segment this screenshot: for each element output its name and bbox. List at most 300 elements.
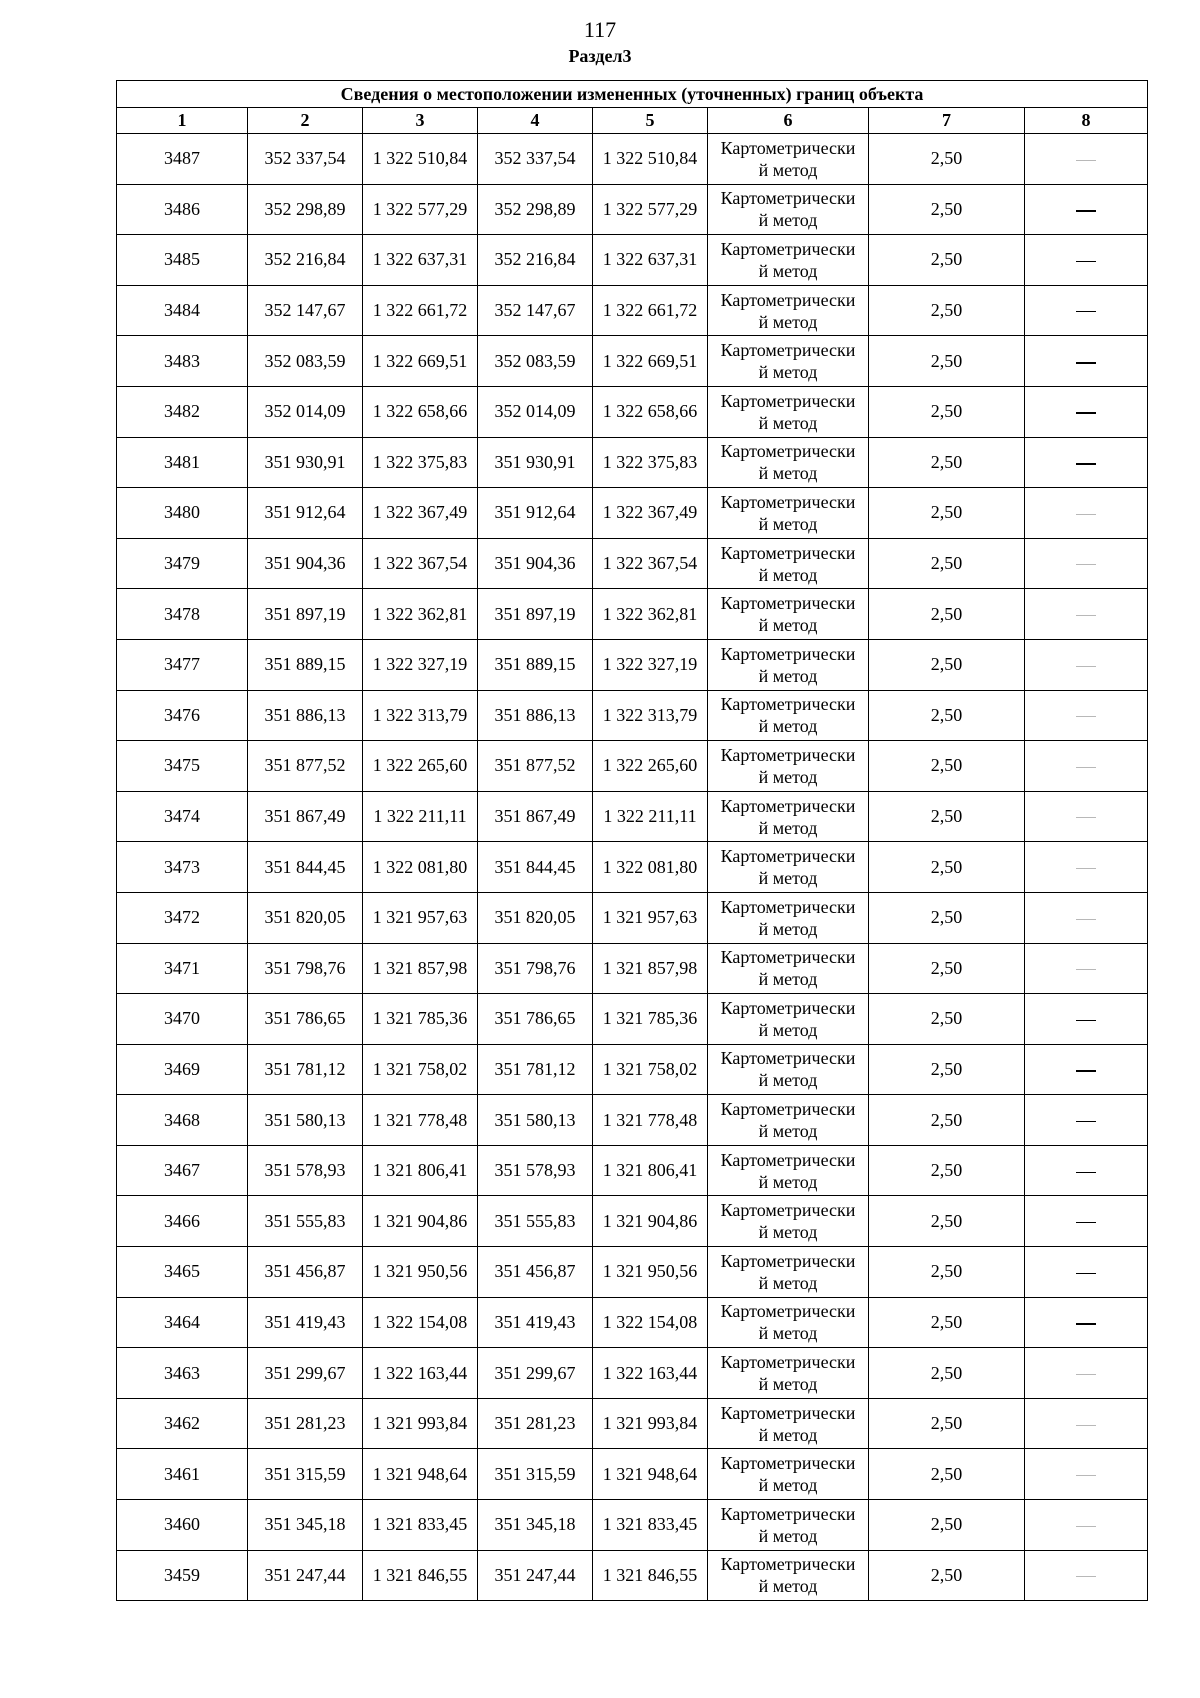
method-text-line: й метод <box>758 210 818 231</box>
accuracy-cell: 2,50 <box>869 842 1025 893</box>
method-text-line: й метод <box>758 1019 818 1040</box>
method-cell <box>708 1247 869 1298</box>
em-dash-mark <box>1076 210 1096 212</box>
method-text-line: й метод <box>758 868 818 889</box>
y-coordinate-cell: 1 322 637,31 <box>593 235 708 286</box>
y-coordinate-cell: 1 322 658,66 <box>593 386 708 437</box>
method-cell <box>708 285 869 336</box>
y-coordinate-cell: 1 321 857,98 <box>363 943 478 994</box>
accuracy-cell: 2,50 <box>869 943 1025 994</box>
method-text-line: й метод <box>758 1222 818 1243</box>
y-coordinate-cell: 1 322 367,49 <box>363 488 478 539</box>
point-number-cell: 3463 <box>117 1348 248 1399</box>
method-text-line: Картометрически <box>720 238 856 259</box>
method-text-line: й метод <box>758 362 818 383</box>
point-number-cell: 3477 <box>117 639 248 690</box>
y-coordinate-cell: 1 322 154,08 <box>593 1297 708 1348</box>
table-row <box>117 1297 1148 1348</box>
method-cell <box>708 1145 869 1196</box>
method-text-line: Картометрически <box>720 542 856 563</box>
y-coordinate-cell: 1 322 362,81 <box>593 589 708 640</box>
x-coordinate-cell: 351 580,13 <box>478 1095 593 1146</box>
accuracy-cell: 2,50 <box>869 1550 1025 1601</box>
accuracy-cell: 2,50 <box>869 538 1025 589</box>
description-cell <box>1025 741 1148 792</box>
method-text-line: Картометрически <box>720 593 856 614</box>
x-coordinate-cell: 351 877,52 <box>478 741 593 792</box>
y-coordinate-cell: 1 322 367,49 <box>593 488 708 539</box>
x-coordinate-cell: 351 580,13 <box>248 1095 363 1146</box>
em-dash-mark <box>1076 362 1096 364</box>
method-text-line: й метод <box>758 311 818 332</box>
method-text-line: й метод <box>758 463 818 484</box>
y-coordinate-cell: 1 322 510,84 <box>363 134 478 185</box>
point-number-cell: 3472 <box>117 892 248 943</box>
table-row <box>117 488 1148 539</box>
description-cell <box>1025 1449 1148 1500</box>
point-number-cell: 3481 <box>117 437 248 488</box>
accuracy-cell: 2,50 <box>869 1398 1025 1449</box>
method-text-line: Картометрически <box>720 491 856 512</box>
x-coordinate-cell: 351 912,64 <box>478 488 593 539</box>
x-coordinate-cell: 351 904,36 <box>478 538 593 589</box>
y-coordinate-cell: 1 322 327,19 <box>363 639 478 690</box>
em-dash-mark <box>1076 261 1096 262</box>
x-coordinate-cell: 351 299,67 <box>478 1348 593 1399</box>
point-number-cell: 3486 <box>117 184 248 235</box>
y-coordinate-cell: 1 322 669,51 <box>363 336 478 387</box>
table-row <box>117 1500 1148 1551</box>
point-number-cell: 3484 <box>117 285 248 336</box>
x-coordinate-cell: 351 456,87 <box>478 1247 593 1298</box>
point-number-cell: 3465 <box>117 1247 248 1298</box>
x-coordinate-cell: 351 578,93 <box>478 1145 593 1196</box>
method-text-line: й метод <box>758 1272 818 1293</box>
table-row <box>117 741 1148 792</box>
em-dash-mark <box>1076 311 1096 312</box>
x-coordinate-cell: 351 844,45 <box>478 842 593 893</box>
column-header: 3 <box>363 108 478 134</box>
method-text-line: й метод <box>758 615 818 636</box>
description-cell <box>1025 386 1148 437</box>
x-coordinate-cell: 351 844,45 <box>248 842 363 893</box>
y-coordinate-cell: 1 321 806,41 <box>593 1145 708 1196</box>
method-text-line: Картометрически <box>720 1099 856 1120</box>
x-coordinate-cell: 351 897,19 <box>248 589 363 640</box>
table-row <box>117 285 1148 336</box>
x-coordinate-cell: 351 886,13 <box>248 690 363 741</box>
x-coordinate-cell: 351 867,49 <box>478 791 593 842</box>
y-coordinate-cell: 1 321 948,64 <box>363 1449 478 1500</box>
point-number-cell: 3464 <box>117 1297 248 1348</box>
point-number-cell: 3460 <box>117 1500 248 1551</box>
accuracy-cell: 2,50 <box>869 437 1025 488</box>
point-number-cell: 3478 <box>117 589 248 640</box>
accuracy-cell: 2,50 <box>869 1095 1025 1146</box>
y-coordinate-cell: 1 322 163,44 <box>593 1348 708 1399</box>
table-row <box>117 1348 1148 1399</box>
description-cell <box>1025 1500 1148 1551</box>
em-dash-mark <box>1076 1374 1096 1375</box>
y-coordinate-cell: 1 322 367,54 <box>593 538 708 589</box>
method-cell <box>708 943 869 994</box>
accuracy-cell: 2,50 <box>869 690 1025 741</box>
table-caption: Сведения о местоположении измененных (уточненных) границ объекта <box>117 81 1148 108</box>
method-cell <box>708 892 869 943</box>
accuracy-cell: 2,50 <box>869 1449 1025 1500</box>
point-number-cell: 3459 <box>117 1550 248 1601</box>
method-cell <box>708 1550 869 1601</box>
table-row <box>117 336 1148 387</box>
method-text-line: Картометрически <box>720 744 856 765</box>
accuracy-cell: 2,50 <box>869 386 1025 437</box>
x-coordinate-cell: 351 781,12 <box>478 1044 593 1095</box>
y-coordinate-cell: 1 322 669,51 <box>593 336 708 387</box>
x-coordinate-cell: 351 889,15 <box>248 639 363 690</box>
x-coordinate-cell: 352 014,09 <box>478 386 593 437</box>
x-coordinate-cell: 351 247,44 <box>248 1550 363 1601</box>
method-cell <box>708 184 869 235</box>
em-dash-mark <box>1076 716 1096 717</box>
x-coordinate-cell: 351 798,76 <box>248 943 363 994</box>
x-coordinate-cell: 351 781,12 <box>248 1044 363 1095</box>
y-coordinate-cell: 1 321 778,48 <box>363 1095 478 1146</box>
description-cell <box>1025 285 1148 336</box>
accuracy-cell: 2,50 <box>869 639 1025 690</box>
description-cell <box>1025 943 1148 994</box>
y-coordinate-cell: 1 321 785,36 <box>593 994 708 1045</box>
description-cell <box>1025 1297 1148 1348</box>
description-cell <box>1025 1398 1148 1449</box>
method-text-line: Картометрически <box>720 340 856 361</box>
description-cell <box>1025 235 1148 286</box>
accuracy-cell: 2,50 <box>869 134 1025 185</box>
table-row <box>117 386 1148 437</box>
method-text-line: Картометрически <box>720 1554 856 1575</box>
x-coordinate-cell: 351 786,65 <box>248 994 363 1045</box>
accuracy-cell: 2,50 <box>869 994 1025 1045</box>
em-dash-mark <box>1076 1526 1096 1527</box>
table-caption-row <box>117 81 1148 108</box>
y-coordinate-cell: 1 321 904,86 <box>593 1196 708 1247</box>
method-text-line: Картометрически <box>720 1301 856 1322</box>
table-row <box>117 184 1148 235</box>
description-cell <box>1025 1247 1148 1298</box>
method-text-line: й метод <box>758 1070 818 1091</box>
em-dash-mark <box>1076 615 1096 616</box>
description-cell <box>1025 1145 1148 1196</box>
y-coordinate-cell: 1 321 904,86 <box>363 1196 478 1247</box>
em-dash-mark <box>1076 1121 1096 1122</box>
table-row <box>117 1398 1148 1449</box>
y-coordinate-cell: 1 322 661,72 <box>593 285 708 336</box>
y-coordinate-cell: 1 322 154,08 <box>363 1297 478 1348</box>
y-coordinate-cell: 1 322 211,11 <box>593 791 708 842</box>
method-cell <box>708 690 869 741</box>
x-coordinate-cell: 352 337,54 <box>478 134 593 185</box>
accuracy-cell: 2,50 <box>869 1196 1025 1247</box>
method-text-line: Картометрически <box>720 1149 856 1170</box>
x-coordinate-cell: 351 345,18 <box>478 1500 593 1551</box>
em-dash-mark <box>1076 514 1096 515</box>
x-coordinate-cell: 352 147,67 <box>478 285 593 336</box>
coordinates-table <box>116 80 1148 1601</box>
accuracy-cell: 2,50 <box>869 1297 1025 1348</box>
y-coordinate-cell: 1 321 758,02 <box>593 1044 708 1095</box>
method-text-line: Картометрически <box>720 1250 856 1271</box>
y-coordinate-cell: 1 321 857,98 <box>593 943 708 994</box>
table-row <box>117 589 1148 640</box>
point-number-cell: 3479 <box>117 538 248 589</box>
column-header: 5 <box>593 108 708 134</box>
table-row <box>117 134 1148 185</box>
method-text-line: Картометрически <box>720 997 856 1018</box>
accuracy-cell: 2,50 <box>869 892 1025 943</box>
x-coordinate-cell: 351 886,13 <box>478 690 593 741</box>
em-dash-mark <box>1076 1576 1096 1577</box>
method-cell <box>708 1398 869 1449</box>
em-dash-mark <box>1076 463 1096 465</box>
description-cell <box>1025 184 1148 235</box>
method-cell <box>708 336 869 387</box>
method-text-line: й метод <box>758 969 818 990</box>
method-text-line: Картометрически <box>720 694 856 715</box>
method-text-line: й метод <box>758 412 818 433</box>
description-cell <box>1025 134 1148 185</box>
description-cell <box>1025 842 1148 893</box>
description-cell <box>1025 1348 1148 1399</box>
method-text-line: й метод <box>758 1121 818 1142</box>
method-text-line: Картометрически <box>720 1503 856 1524</box>
x-coordinate-cell: 352 083,59 <box>248 336 363 387</box>
table-row <box>117 1196 1148 1247</box>
method-cell <box>708 1500 869 1551</box>
accuracy-cell: 2,50 <box>869 1247 1025 1298</box>
x-coordinate-cell: 351 798,76 <box>478 943 593 994</box>
method-text-line: й метод <box>758 665 818 686</box>
y-coordinate-cell: 1 322 081,80 <box>593 842 708 893</box>
method-text-line: Картометрически <box>720 188 856 209</box>
em-dash-mark <box>1076 1222 1096 1223</box>
y-coordinate-cell: 1 322 658,66 <box>363 386 478 437</box>
method-text-line: й метод <box>758 817 818 838</box>
x-coordinate-cell: 351 299,67 <box>248 1348 363 1399</box>
point-number-cell: 3476 <box>117 690 248 741</box>
accuracy-cell: 2,50 <box>869 1500 1025 1551</box>
y-coordinate-cell: 1 321 806,41 <box>363 1145 478 1196</box>
table-header-row <box>117 108 1148 134</box>
point-number-cell: 3461 <box>117 1449 248 1500</box>
x-coordinate-cell: 352 298,89 <box>478 184 593 235</box>
table-row <box>117 1044 1148 1095</box>
method-text-line: й метод <box>758 1424 818 1445</box>
y-coordinate-cell: 1 321 778,48 <box>593 1095 708 1146</box>
y-coordinate-cell: 1 322 313,79 <box>593 690 708 741</box>
description-cell <box>1025 690 1148 741</box>
x-coordinate-cell: 351 281,23 <box>478 1398 593 1449</box>
table-row <box>117 235 1148 286</box>
point-number-cell: 3470 <box>117 994 248 1045</box>
method-text-line: Картометрически <box>720 1402 856 1423</box>
em-dash-mark <box>1076 666 1096 667</box>
x-coordinate-cell: 351 889,15 <box>478 639 593 690</box>
method-text-line: й метод <box>758 716 818 737</box>
method-cell <box>708 589 869 640</box>
em-dash-mark <box>1076 1425 1096 1426</box>
y-coordinate-cell: 1 321 846,55 <box>593 1550 708 1601</box>
description-cell <box>1025 437 1148 488</box>
y-coordinate-cell: 1 322 327,19 <box>593 639 708 690</box>
em-dash-mark <box>1076 969 1096 970</box>
x-coordinate-cell: 351 897,19 <box>478 589 593 640</box>
method-text-line: й метод <box>758 766 818 787</box>
em-dash-mark <box>1076 1070 1096 1072</box>
accuracy-cell: 2,50 <box>869 741 1025 792</box>
x-coordinate-cell: 351 867,49 <box>248 791 363 842</box>
x-coordinate-cell: 352 216,84 <box>478 235 593 286</box>
method-text-line: Картометрически <box>720 947 856 968</box>
y-coordinate-cell: 1 322 265,60 <box>363 741 478 792</box>
method-text-line: Картометрически <box>720 289 856 310</box>
x-coordinate-cell: 352 337,54 <box>248 134 363 185</box>
x-coordinate-cell: 351 247,44 <box>478 1550 593 1601</box>
column-header: 2 <box>248 108 363 134</box>
method-cell <box>708 1044 869 1095</box>
method-cell <box>708 134 869 185</box>
point-number-cell: 3466 <box>117 1196 248 1247</box>
table-row <box>117 842 1148 893</box>
y-coordinate-cell: 1 321 833,45 <box>363 1500 478 1551</box>
description-cell <box>1025 994 1148 1045</box>
method-text-line: Картометрически <box>720 441 856 462</box>
em-dash-mark <box>1076 919 1096 920</box>
y-coordinate-cell: 1 321 758,02 <box>363 1044 478 1095</box>
y-coordinate-cell: 1 322 577,29 <box>593 184 708 235</box>
method-text-line: Картометрически <box>720 390 856 411</box>
method-cell <box>708 1449 869 1500</box>
method-text-line: Картометрически <box>720 1453 856 1474</box>
x-coordinate-cell: 351 877,52 <box>248 741 363 792</box>
method-text-line: й метод <box>758 1171 818 1192</box>
table-row <box>117 943 1148 994</box>
table-row <box>117 1095 1148 1146</box>
method-text-line: й метод <box>758 1374 818 1395</box>
description-cell <box>1025 791 1148 842</box>
y-coordinate-cell: 1 322 265,60 <box>593 741 708 792</box>
method-text-line: Картометрически <box>720 846 856 867</box>
x-coordinate-cell: 351 555,83 <box>478 1196 593 1247</box>
x-coordinate-cell: 351 930,91 <box>478 437 593 488</box>
section-title: Раздел3 <box>568 46 632 66</box>
x-coordinate-cell: 351 904,36 <box>248 538 363 589</box>
x-coordinate-cell: 351 820,05 <box>248 892 363 943</box>
table-row <box>117 1550 1148 1601</box>
em-dash-mark <box>1076 1475 1096 1476</box>
method-cell <box>708 437 869 488</box>
method-cell <box>708 386 869 437</box>
method-text-line: Картометрически <box>720 1200 856 1221</box>
y-coordinate-cell: 1 321 833,45 <box>593 1500 708 1551</box>
accuracy-cell: 2,50 <box>869 488 1025 539</box>
x-coordinate-cell: 352 298,89 <box>248 184 363 235</box>
table-row <box>117 1449 1148 1500</box>
description-cell <box>1025 1196 1148 1247</box>
em-dash-mark <box>1076 412 1096 414</box>
x-coordinate-cell: 351 912,64 <box>248 488 363 539</box>
y-coordinate-cell: 1 321 957,63 <box>593 892 708 943</box>
em-dash-mark <box>1076 1323 1096 1325</box>
y-coordinate-cell: 1 322 661,72 <box>363 285 478 336</box>
x-coordinate-cell: 352 216,84 <box>248 235 363 286</box>
table-row <box>117 639 1148 690</box>
em-dash-mark <box>1076 868 1096 869</box>
method-text-line: Картометрически <box>720 137 856 158</box>
method-text-line: Картометрически <box>720 643 856 664</box>
method-cell <box>708 1196 869 1247</box>
method-text-line: й метод <box>758 918 818 939</box>
point-number-cell: 3480 <box>117 488 248 539</box>
x-coordinate-cell: 351 930,91 <box>248 437 363 488</box>
table-row <box>117 538 1148 589</box>
method-cell <box>708 538 869 589</box>
point-number-cell: 3487 <box>117 134 248 185</box>
x-coordinate-cell: 351 315,59 <box>248 1449 363 1500</box>
y-coordinate-cell: 1 321 785,36 <box>363 994 478 1045</box>
method-cell <box>708 741 869 792</box>
x-coordinate-cell: 351 281,23 <box>248 1398 363 1449</box>
y-coordinate-cell: 1 322 211,11 <box>363 791 478 842</box>
accuracy-cell: 2,50 <box>869 589 1025 640</box>
y-coordinate-cell: 1 321 993,84 <box>593 1398 708 1449</box>
y-coordinate-cell: 1 321 950,56 <box>593 1247 708 1298</box>
method-text-line: Картометрически <box>720 1048 856 1069</box>
accuracy-cell: 2,50 <box>869 1348 1025 1399</box>
description-cell <box>1025 892 1148 943</box>
accuracy-cell: 2,50 <box>869 791 1025 842</box>
x-coordinate-cell: 352 147,67 <box>248 285 363 336</box>
method-text-line: й метод <box>758 1576 818 1597</box>
x-coordinate-cell: 352 083,59 <box>478 336 593 387</box>
point-number-cell: 3475 <box>117 741 248 792</box>
table-row <box>117 994 1148 1045</box>
table-row <box>117 892 1148 943</box>
method-text-line: Картометрически <box>720 896 856 917</box>
method-cell <box>708 639 869 690</box>
accuracy-cell: 2,50 <box>869 336 1025 387</box>
column-header: 1 <box>117 108 248 134</box>
x-coordinate-cell: 351 555,83 <box>248 1196 363 1247</box>
description-cell <box>1025 488 1148 539</box>
method-cell <box>708 842 869 893</box>
point-number-cell: 3483 <box>117 336 248 387</box>
method-text-line: й метод <box>758 159 818 180</box>
point-number-cell: 3462 <box>117 1398 248 1449</box>
table-row <box>117 1145 1148 1196</box>
description-cell <box>1025 336 1148 387</box>
x-coordinate-cell: 351 345,18 <box>248 1500 363 1551</box>
y-coordinate-cell: 1 322 375,83 <box>593 437 708 488</box>
em-dash-mark <box>1076 1172 1096 1173</box>
method-text-line: й метод <box>758 1323 818 1344</box>
em-dash-mark <box>1076 1273 1096 1274</box>
x-coordinate-cell: 351 419,43 <box>248 1297 363 1348</box>
y-coordinate-cell: 1 322 637,31 <box>363 235 478 286</box>
accuracy-cell: 2,50 <box>869 285 1025 336</box>
x-coordinate-cell: 351 786,65 <box>478 994 593 1045</box>
table-row <box>117 791 1148 842</box>
y-coordinate-cell: 1 321 957,63 <box>363 892 478 943</box>
y-coordinate-cell: 1 321 950,56 <box>363 1247 478 1298</box>
